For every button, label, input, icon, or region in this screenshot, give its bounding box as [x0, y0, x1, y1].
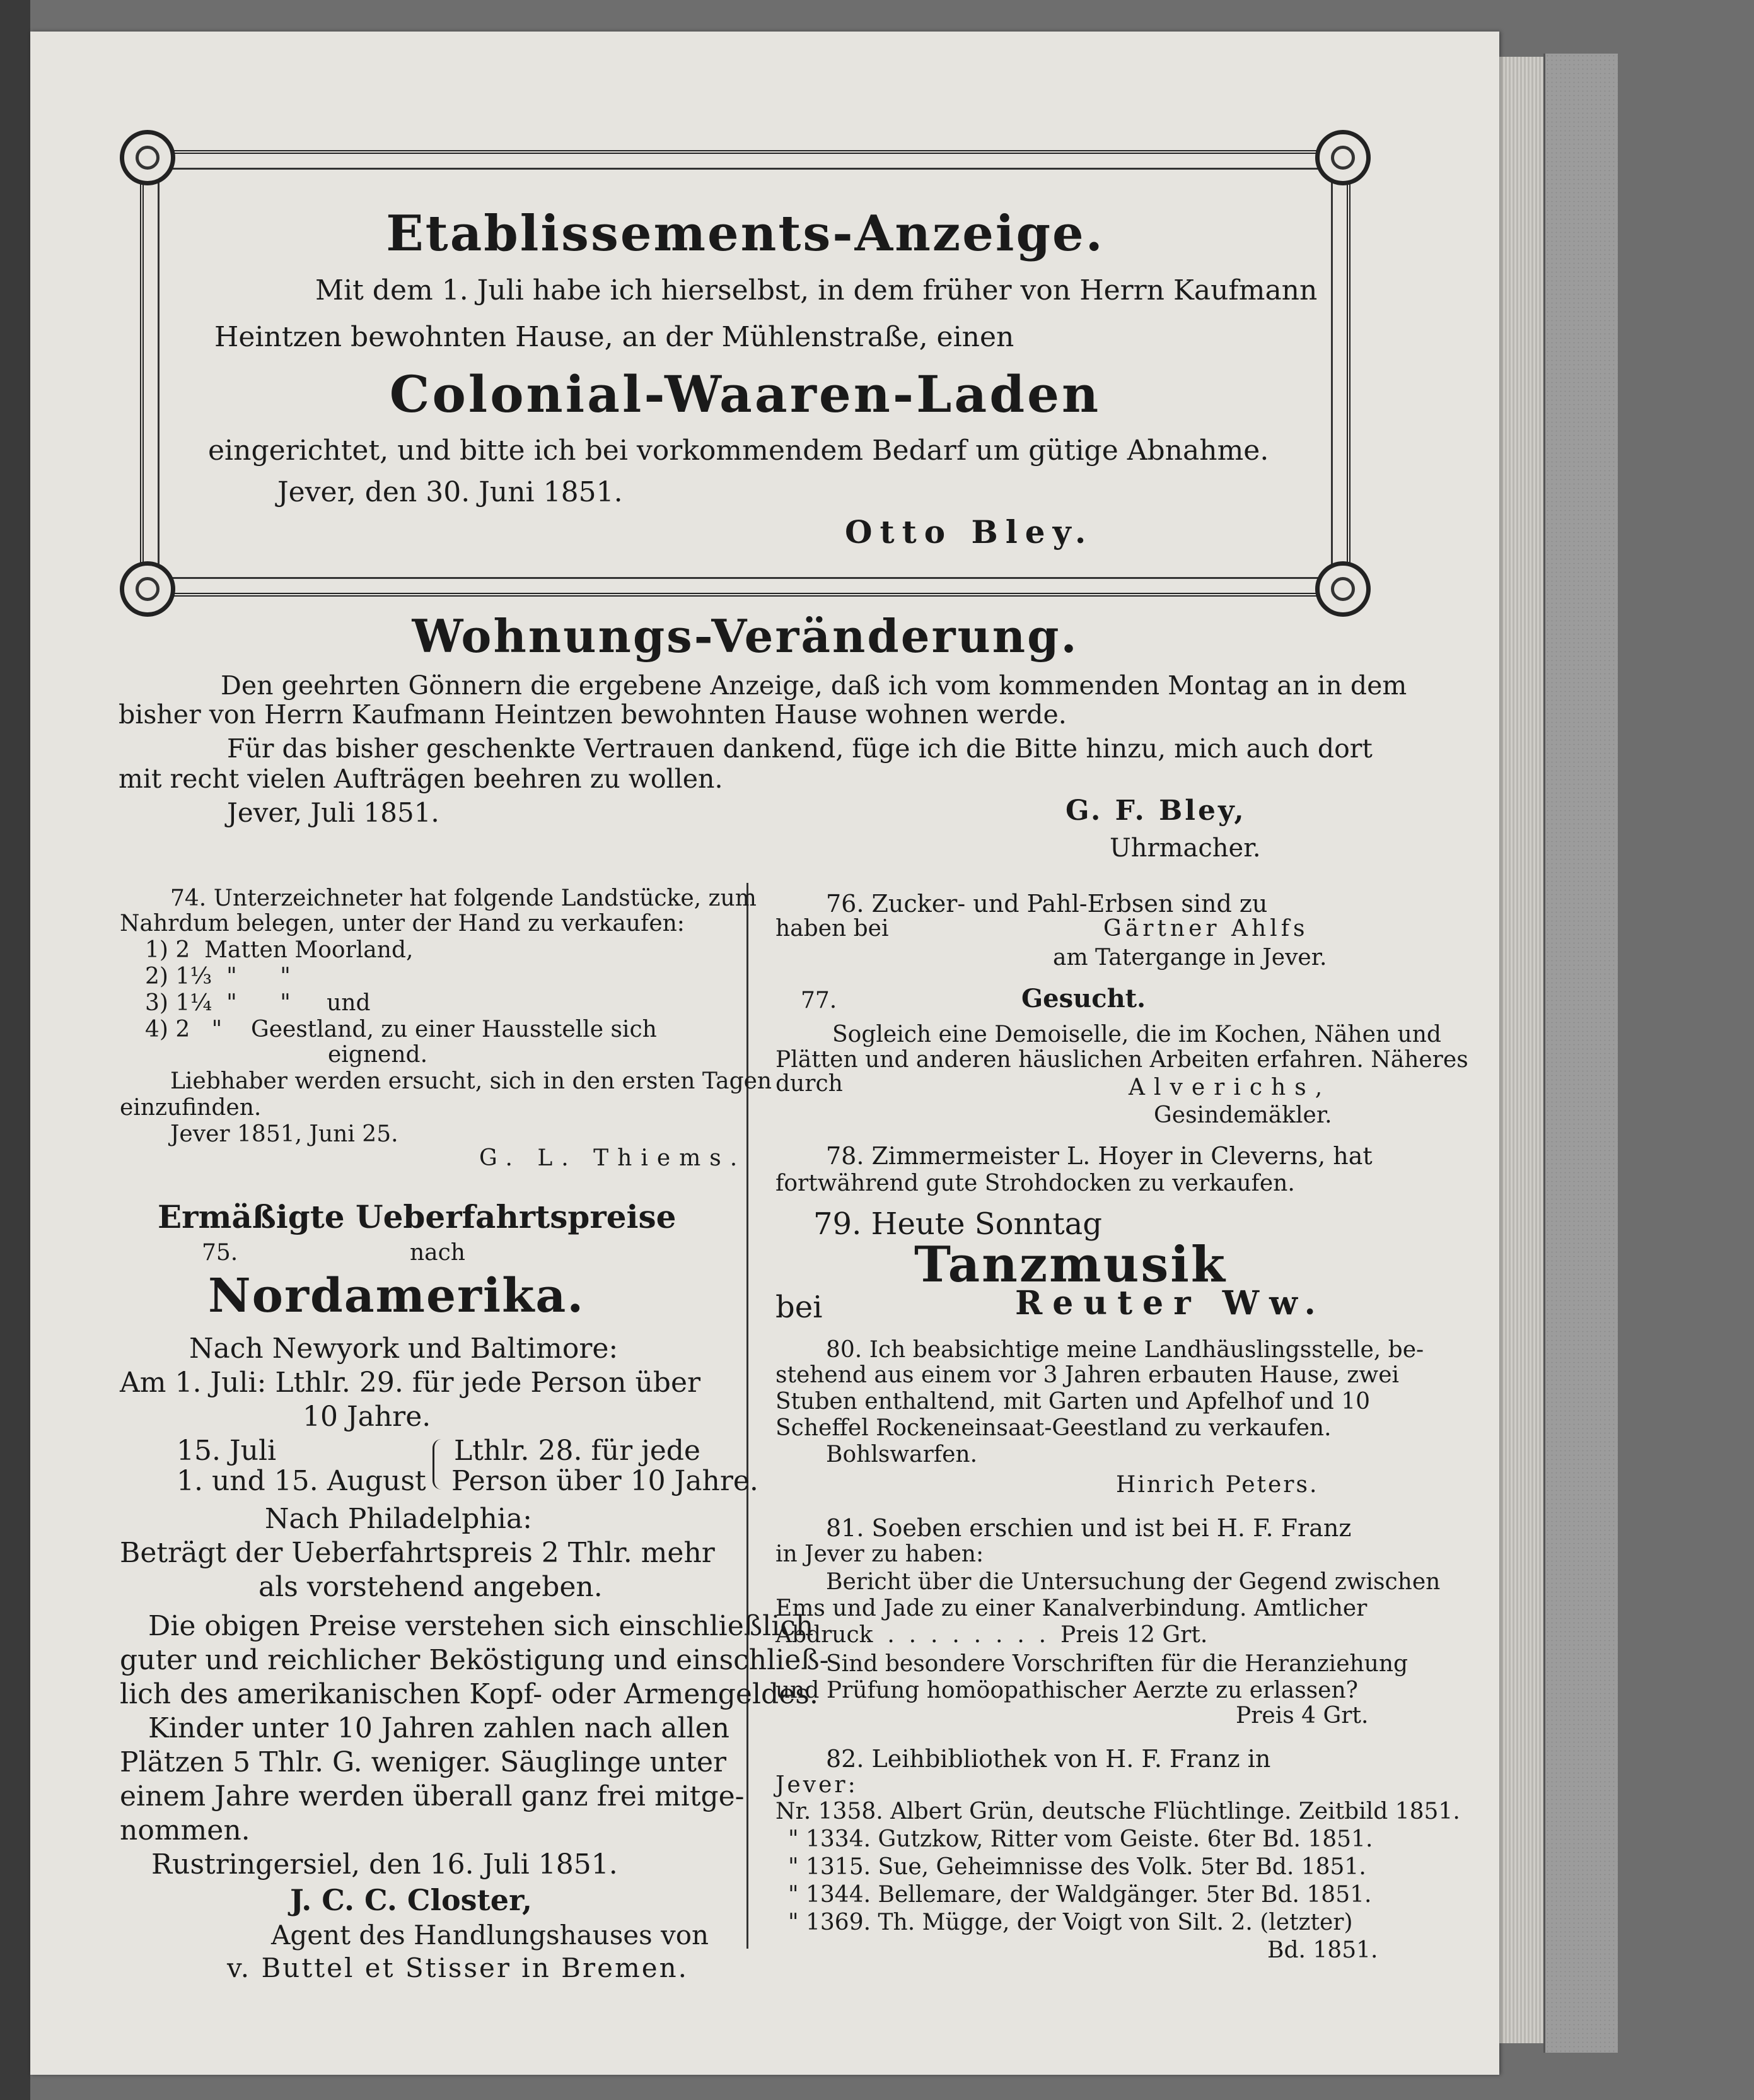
ad74-item: 3) 1¼ " " und: [145, 990, 371, 1016]
ad75-line-13: Plätzen 5 Thlr. G. weniger. Säuglinge unter: [120, 1746, 727, 1778]
etablissement-line-3: eingerichtet, und bitte ich bei vorkommendem Bedarf um gütige Abnahme.: [208, 435, 1269, 467]
ad77-line-2: Plätten und anderen häuslichen Arbeiten erfahren. Näheres: [775, 1047, 1468, 1073]
ad80-signature: Hinrich Peters.: [1116, 1472, 1319, 1498]
ad75-line-8: als vorstehend angeben.: [258, 1571, 603, 1603]
ad75-line-7: Beträgt der Ueberfahrtspreis 2 Thlr. mehr: [120, 1537, 715, 1569]
wohnung-date: Jever, Juli 1851.: [227, 797, 439, 828]
ad75-line-2: Am 1. Juli: Lthlr. 29. für jede Person über: [120, 1367, 701, 1399]
ad75-agent-line: Agent des Handlungshauses von: [271, 1920, 709, 1951]
ad75-number: 75.: [202, 1240, 238, 1266]
ad82-entry: " 1344. Bellemare, der Waldgänger. 5ter Bd. 1851.: [788, 1882, 1372, 1908]
column-divider: [746, 883, 748, 1949]
ad74-signature: G. L. Thiems.: [479, 1145, 746, 1171]
ad75-line-12: Kinder unter 10 Jahren zahlen nach allen: [148, 1712, 729, 1744]
wohnung-title: Wohnungs-Veränderung.: [412, 609, 1079, 663]
ad81-line-2: in Jever zu haben:: [775, 1541, 984, 1567]
brace-icon: [433, 1439, 446, 1490]
ad79-bei: bei: [775, 1290, 823, 1325]
ad77-line-5: Gesindemäkler.: [1154, 1102, 1332, 1128]
ad79-headline: Tanzmusik: [914, 1236, 1227, 1293]
book-cover-right: [1543, 54, 1618, 2053]
ad74-item: 2) 1⅓ " ": [145, 964, 291, 989]
ad75-headline: Nordamerika.: [208, 1269, 585, 1323]
ad76-line-1: 76. Zucker- und Pahl-Erbsen sind zu: [826, 890, 1268, 918]
ad80-line-3: Stuben enthaltend, mit Garten und Apfelhof und 10: [775, 1389, 1371, 1415]
ad82-last: Bd. 1851.: [1267, 1937, 1378, 1963]
ad79-line-1: 79. Heute Sonntag: [813, 1206, 1102, 1242]
ad74-item: 4) 2 " Geestland, zu einer Hausstelle sich: [145, 1017, 657, 1042]
ad80-line-1: 80. Ich beabsichtige meine Landhäuslingsstelle, be-: [826, 1337, 1424, 1363]
ad78-line-1: 78. Zimmermeister L. Hoyer in Cleverns, hat: [826, 1142, 1373, 1170]
ad74-item: 1) 2 Matten Moorland,: [145, 937, 414, 963]
ad82-line-1: 82. Leihbibliothek von H. F. Franz in: [826, 1745, 1271, 1773]
ad75-line-6: Nach Philadelphia:: [265, 1503, 532, 1535]
ad74-line-1: 74. Unterzeichneter hat folgende Landstücke, zum: [170, 885, 757, 911]
ad81-line-4: Ems und Jade zu einer Kanalverbindung. Amtlicher: [775, 1595, 1368, 1621]
ad75-line-15: nommen.: [120, 1814, 250, 1846]
ad75-date: Rustringersiel, den 16. Juli 1851.: [151, 1848, 618, 1881]
ornament-corner-icon: [120, 561, 175, 617]
ad80-line-2: stehend aus einem vor 3 Jahren erbauten Hause, zwei: [775, 1362, 1400, 1388]
ad76-line-2: haben bei: [775, 916, 889, 942]
ad75-line-3: 10 Jahre.: [303, 1401, 431, 1433]
ad75-line-4b: Lthlr. 28. für jede: [454, 1435, 700, 1467]
wohnung-line-2: bisher von Herrn Kaufmann Heintzen bewohnten Hause wohnen werde.: [119, 699, 1067, 730]
ad75-line-14: einem Jahre werden überall ganz frei mitge-: [120, 1780, 745, 1812]
ornament-corner-icon: [120, 130, 175, 185]
ad82-entry: " 1334. Gutzkow, Ritter vom Geiste. 6ter Bd. 1851.: [788, 1826, 1373, 1852]
ad78-line-2: fortwährend gute Strohdocken zu verkaufen.: [775, 1170, 1295, 1196]
ad82-line-2: Jever:: [775, 1772, 858, 1798]
etablissement-signature: Otto Bley.: [845, 513, 1094, 551]
etablissement-title: Etablissements-Anzeige.: [386, 205, 1105, 262]
etablissement-line-1: Mit dem 1. Juli habe ich hierselbst, in dem früher von Herrn Kaufmann: [315, 274, 1318, 306]
ad74-line-3: eignend.: [328, 1042, 428, 1068]
wohnung-signature: G. F. Bley,: [1066, 795, 1246, 827]
ad81-line-6: Sind besondere Vorschriften für die Heranziehung: [826, 1651, 1408, 1677]
ad75-agent-firm: v. Buttel et Stisser in Bremen.: [227, 1952, 689, 1983]
etablissement-headline: Colonial-Waaren-Laden: [389, 365, 1101, 424]
ad81-line-3: Bericht über die Untersuchung der Gegend zwischen: [826, 1569, 1441, 1595]
ad81-line-7: und Prüfung homöopathischer Aerzte zu erlassen?: [775, 1677, 1358, 1703]
ad81-line-1: 81. Soeben erschien und ist bei H. F. Franz: [826, 1514, 1352, 1542]
ad74-line-2: Nahrdum belegen, unter der Hand zu verkaufen:: [120, 911, 685, 936]
ad79-name: Reuter Ww.: [1015, 1284, 1326, 1322]
ad77-title: Gesucht.: [1021, 984, 1146, 1013]
ad77-number: 77.: [801, 988, 837, 1013]
ad75-line-1: Nach Newyork und Baltimore:: [189, 1333, 619, 1365]
ad75-line-9: Die obigen Preise verstehen sich einschließlich: [148, 1610, 814, 1642]
ad74-line-5: einzufinden.: [120, 1095, 262, 1121]
ad77-line-3: durch: [775, 1071, 843, 1097]
ad75-line-5a: 1. und 15. August: [177, 1465, 426, 1497]
ad82-entry: Nr. 1358. Albert Grün, deutsche Flüchtlinge. Zeitbild 1851.: [775, 1799, 1460, 1824]
ad82-entry: " 1369. Th. Mügge, der Voigt von Silt. 2. (letzter): [788, 1910, 1353, 1935]
ornament-corner-icon: [1315, 561, 1371, 617]
ad80-line-4: Scheffel Rockeneinsaat-Geestland zu verkaufen.: [775, 1415, 1332, 1441]
ad75-line-5b: Person über 10 Jahre.: [451, 1465, 758, 1497]
etablissement-line-2: Heintzen bewohnten Hause, an der Mühlenstraße, einen: [214, 321, 1014, 353]
ad75-signature: J. C. C. Closter,: [290, 1883, 532, 1917]
ad75-line-10: guter und reichlicher Beköstigung und einschließ-: [120, 1644, 829, 1676]
ad81-line-8: Preis 4 Grt.: [1236, 1703, 1369, 1729]
ad77-line-1: Sogleich eine Demoiselle, die im Kochen, Nähen und: [832, 1022, 1441, 1047]
ad75-line-11: lich des amerikanischen Kopf- oder Armengeldes.: [120, 1678, 818, 1710]
ad76-line-4: am Tatergange in Jever.: [1053, 945, 1327, 971]
ad80-line-5: Bohlswarfen.: [826, 1442, 978, 1467]
ad77-line-4: Alverichs,: [1129, 1075, 1332, 1100]
etablissement-date: Jever, den 30. Juni 1851.: [277, 476, 623, 508]
wohnung-line-3: Für das bisher geschenkte Vertrauen dankend, füge ich die Bitte hinzu, mich auch dort: [227, 733, 1373, 764]
ad82-entry: " 1315. Sue, Geheimnisse des Volk. 5ter Bd. 1851.: [788, 1854, 1366, 1880]
ad74-line-4: Liebhaber werden ersucht, sich in den ersten Tagen: [170, 1068, 772, 1094]
ad75-title: Ermäßigte Ueberfahrtspreise: [158, 1198, 677, 1235]
wohnung-line-1: Den geehrten Gönnern die ergebene Anzeige, daß ich vom kommenden Montag an in dem: [221, 670, 1407, 701]
ad74-date: Jever 1851, Juni 25.: [170, 1121, 398, 1147]
ad76-line-3: Gärtner Ahlfs: [1103, 916, 1309, 942]
wohnung-line-4: mit recht vielen Aufträgen beehren zu wollen.: [119, 764, 723, 794]
book-spine-left: [0, 0, 30, 2100]
ad75-nach: nach: [410, 1240, 465, 1266]
page-stack-edge: [1499, 57, 1543, 2043]
ornament-corner-icon: [1315, 130, 1371, 185]
wohnung-role: Uhrmacher.: [1110, 834, 1261, 863]
ad81-line-5: Abdruck . . . . . . . . Preis 12 Grt.: [775, 1622, 1208, 1648]
ad75-line-4a: 15. Juli: [177, 1435, 277, 1467]
